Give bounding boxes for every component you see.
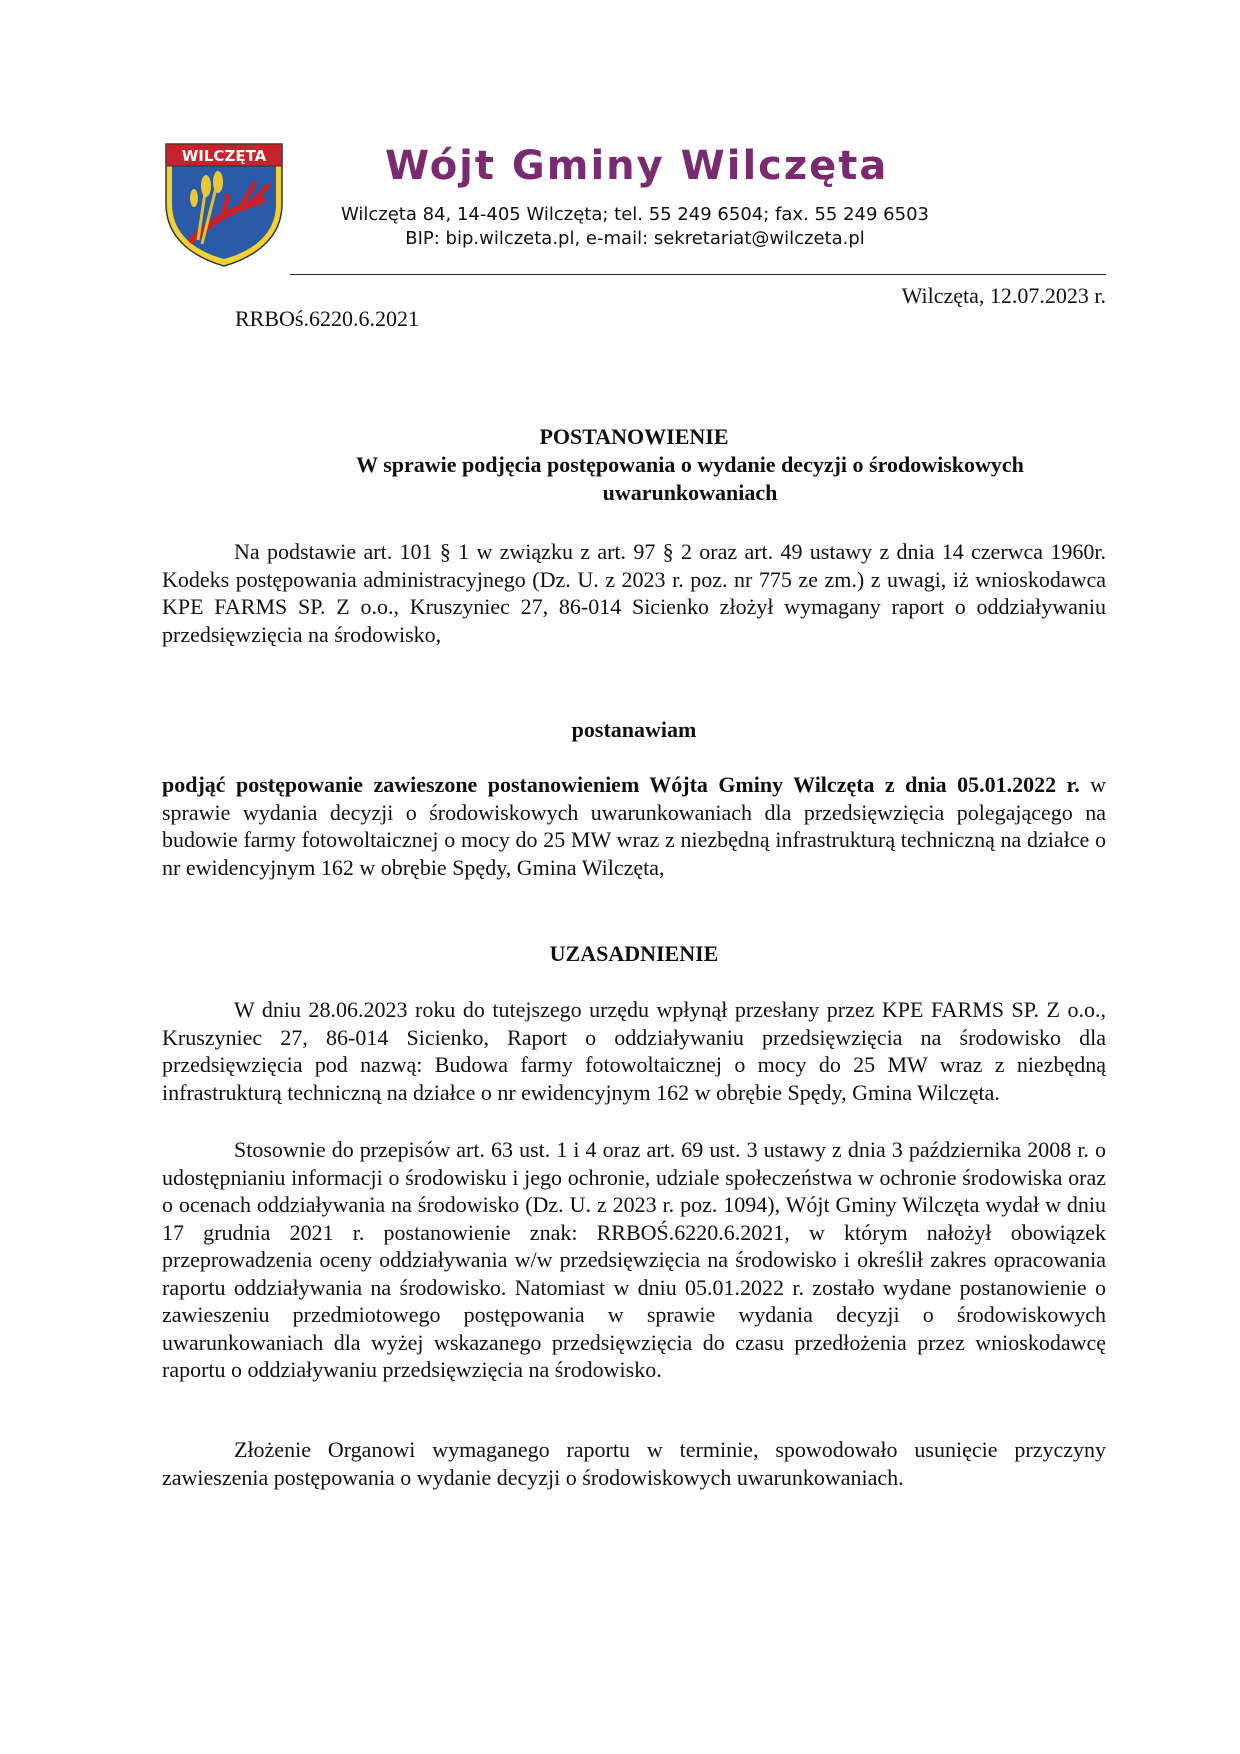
document-title: POSTANOWIENIE: [539, 424, 729, 449]
contact-address: Wilczęta 84, 14-405 Wilczęta; tel. 55 249 6504; fax. 55 249 6503: [340, 204, 929, 225]
decision-bold-text: podjąć postępowanie zawieszone postanowieniem Wójta Gminy Wilczęta z dnia 05.01.2022 r.: [162, 772, 1080, 797]
place-date: Wilczęta, 12.07.2023 r.: [901, 283, 1106, 308]
document-subtitle: W sprawie podjęcia postępowania o wydanie decyzji o środowiskowych uwarunkowaniach: [356, 452, 1024, 505]
paragraph-decision: [162, 771, 1106, 881]
org-name: Wójt Gminy Wilczęta: [385, 143, 889, 189]
paragraph-legal-basis: Na podstawie art. 101 § 1 w związku z art. 97 § 2 oraz art. 49 ustawy z dnia 14 czerwca 1960r. Kodeks postępowania administracyjnego (Dz. U. z 2023 r. poz. nr 775 ze zm.) z uwagi, iż wnioskodawca KPE FARMS SP. Z o.o., Kruszyniec 27, 86-014 Sicienko złożył wymagany raport o oddziaływaniu przedsięwzięcia na środowisko,: [162, 539, 1106, 647]
decision-heading: postanawiam: [571, 717, 697, 742]
paragraph-conclusion: Złożenie Organowi wymaganego raportu w terminie, spowodowało usunięcie przyczyny zawieszenia postępowania o wydanie decyzji o środowiskowych uwarunkowaniach.: [162, 1437, 1106, 1490]
paragraph-report-received: W dniu 28.06.2023 roku do tutejszego urzędu wpłynął przesłany przez KPE FARMS SP. Z o.o., Kruszyniec 27, 86-014 Sicienko, Raport o oddziaływaniu przedsięwzięcia na środowisko dla przedsięwzięcia pod nazwą: Budowa farmy fotowoltaicznej o mocy do 25 MW wraz z niezbędną infrastrukturą techniczną na działce o nr ewidencyjnym 162 w obrębie Spędy, Gmina Wilczęta.: [162, 997, 1106, 1105]
header-divider: [290, 274, 1106, 275]
crest-text: WILCZĘTA: [181, 147, 267, 165]
contact-web-email: BIP: bip.wilczeta.pl, e-mail: sekretariat@wilczeta.pl: [405, 228, 865, 249]
reference-number: RRBOś.6220.6.2021: [235, 306, 419, 331]
decision-rest-text: w sprawie wydania decyzji o środowiskowych uwarunkowaniach dla przedsięwzięcia polegającego na budowie farmy fotowoltaicznej o mocy do 25 MW wraz z niezbędną infrastrukturą techniczną na działce o nr ewidencyjnym 162 w obrębie Spędy, Gmina Wilczęta,: [162, 772, 1106, 880]
justification-heading: UZASADNIENIE: [549, 941, 719, 966]
paragraph-legal-history: Stosownie do przepisów art. 63 ust. 1 i 4 oraz art. 69 ust. 3 ustawy z dnia 3 października 2008 r. o udostępnianiu informacji o środowisku i jego ochronie, udziale społeczeństwa w ochronie środowiska oraz o ocenach oddziaływania na środowisko (Dz. U. z 2023 r. poz. 1094), Wójt Gminy Wilczęta wydał w dniu 17 grudnia 2021 r. postanowienie znak: RRBOŚ.6220.6.2021, w którym nałożył obowiązek przeprowadzenia oceny oddziaływania w/w przedsięwzięcia na środowisko i określił zakres opracowania raportu oddziaływania na środowisko. Natomiast w dniu 05.01.2022 r. zostało wydane postanowienie o zawieszeniu przedmiotowego postępowania w sprawie wydania decyzji o środowiskowych uwarunkowaniach dla wyżej wskazanego przedsięwzięcia do czasu przedłożenia przez wnioskodawcę raportu o oddziaływaniu przedsięwzięcia na środowisko.: [162, 1137, 1106, 1382]
